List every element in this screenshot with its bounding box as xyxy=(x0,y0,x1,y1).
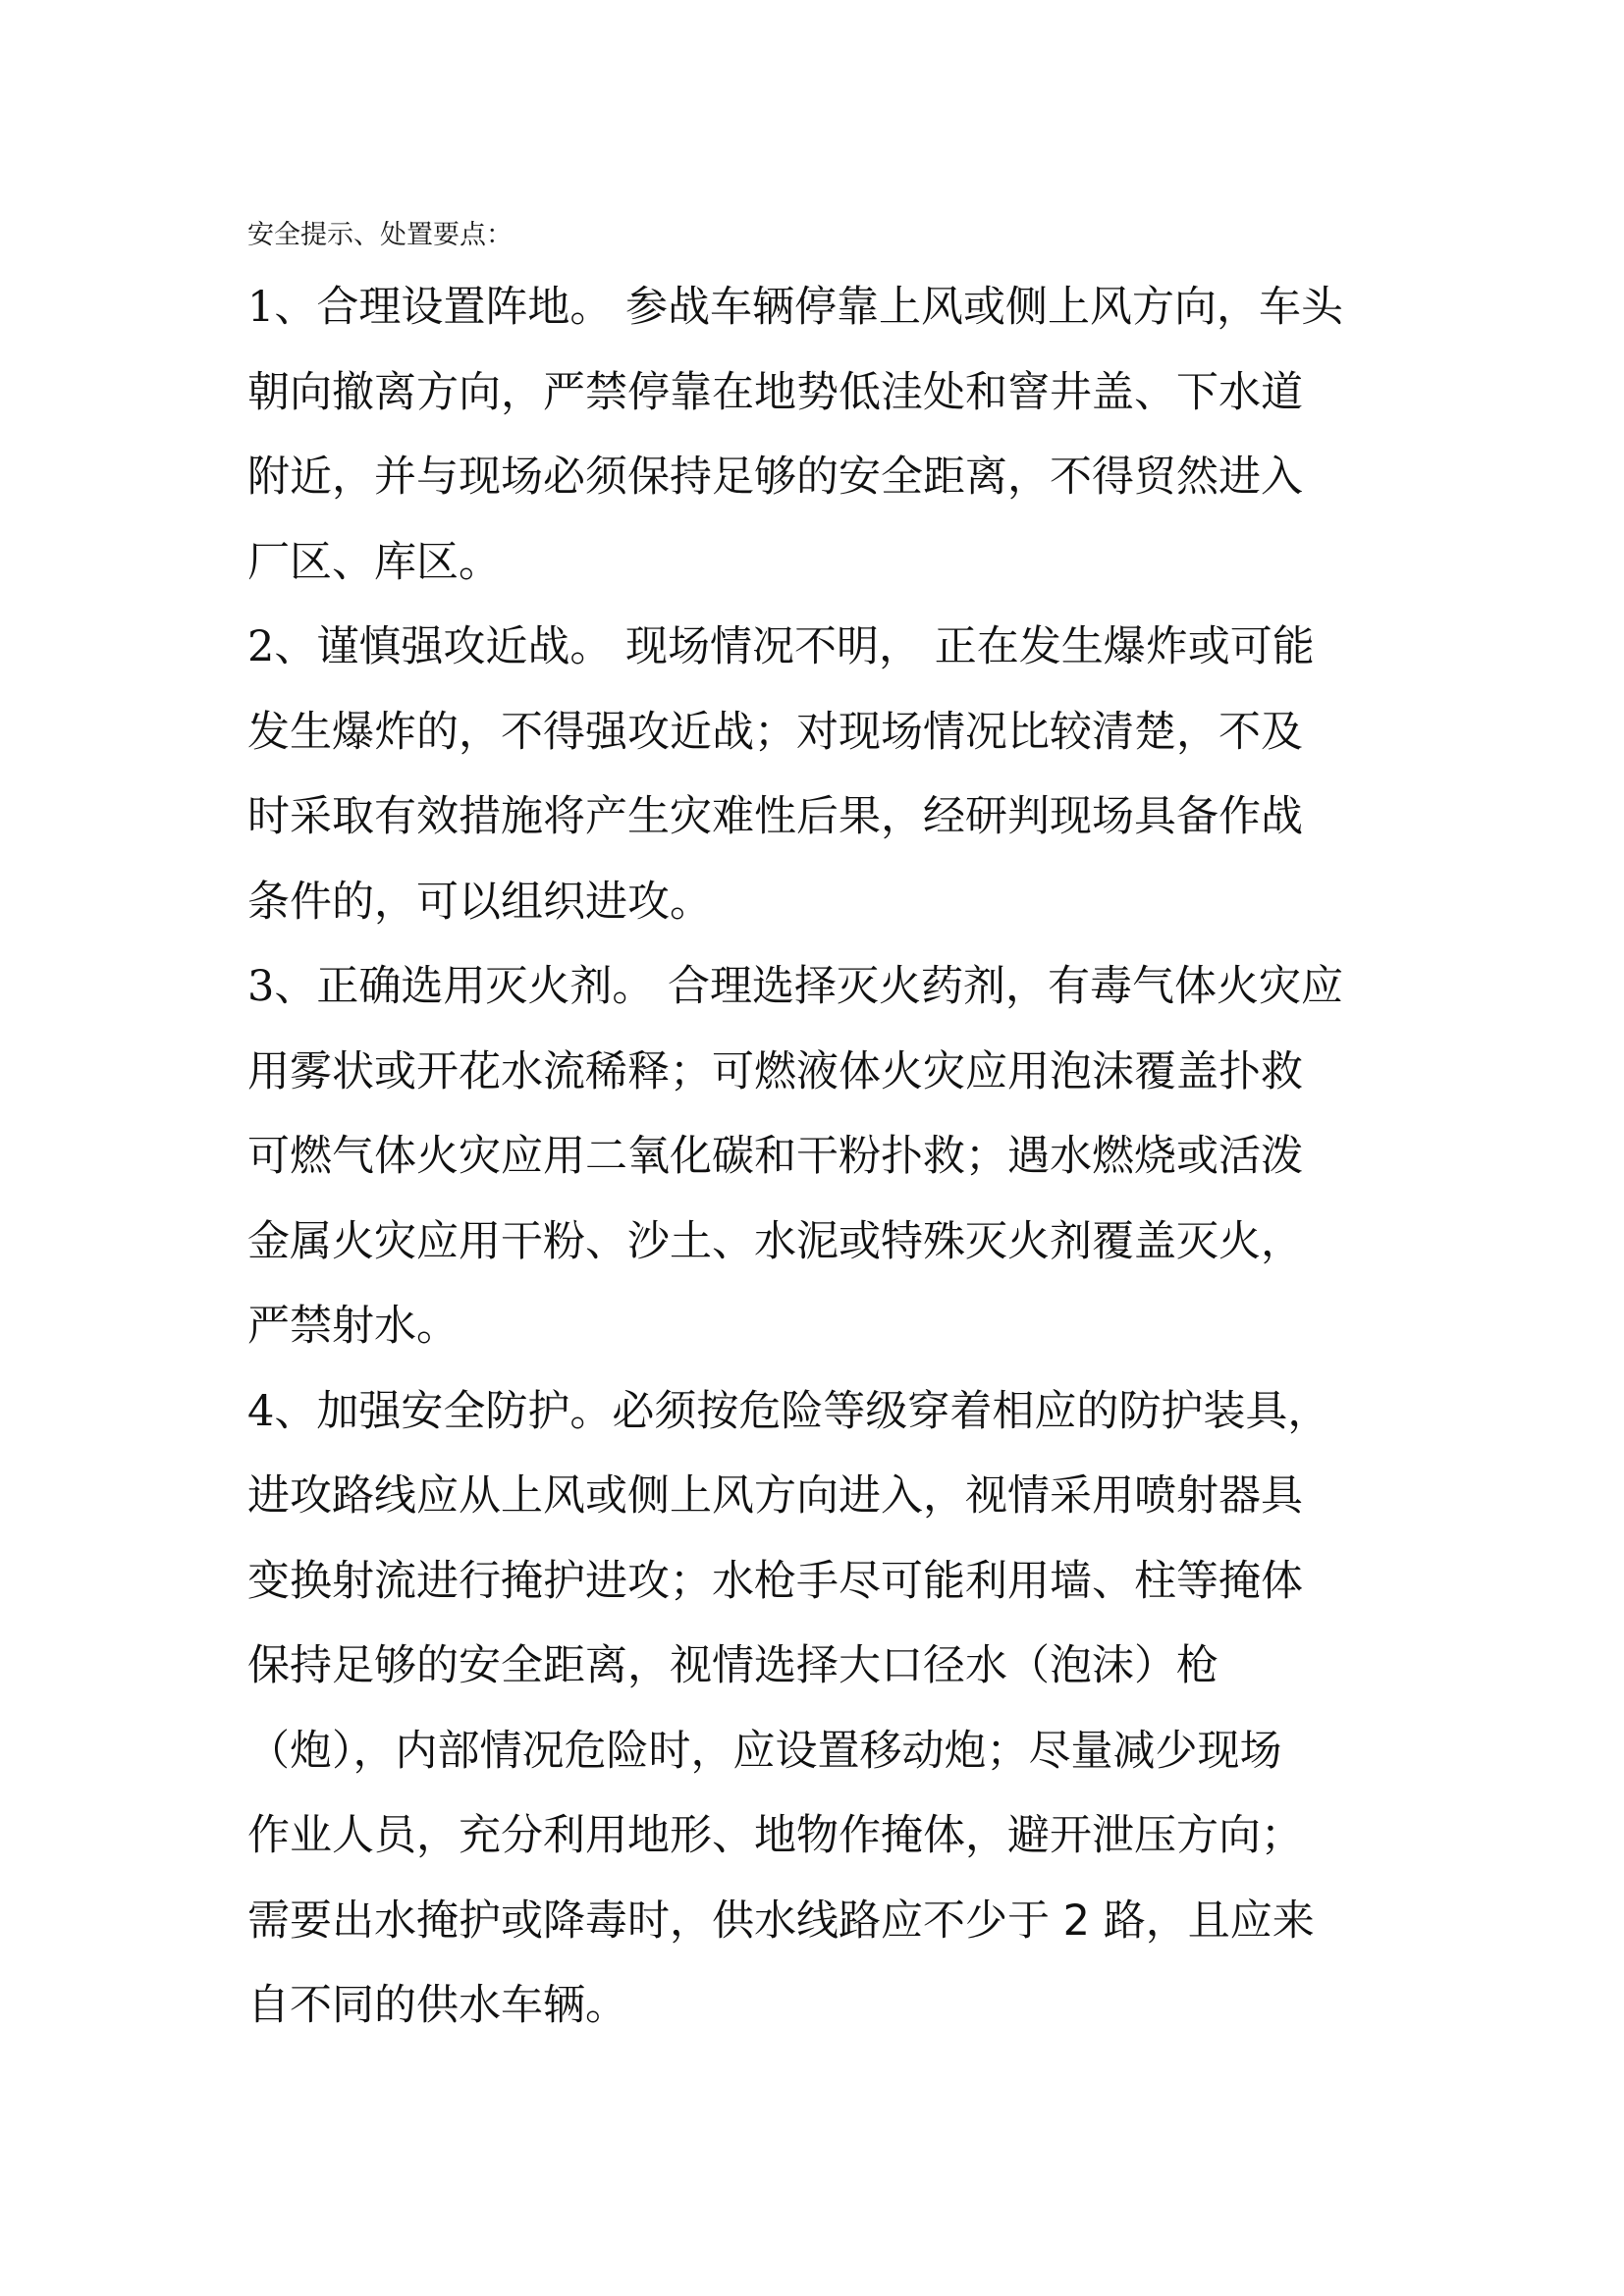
paragraph-2-line-2: 发生爆炸的，不得强攻近战；对现场情况比较清楚，不及 xyxy=(247,707,1303,757)
paragraph-1-line-4: 厂区、库区。 xyxy=(247,537,501,587)
paragraph-1-line-1-text: 、合理设置阵地。 参战车辆停靠上风或侧上风方向，车头 xyxy=(274,283,1344,332)
paragraph-2-line-1-text: 、谨慎强攻近战。 现场情况不明， 正在发生爆炸或可能 xyxy=(274,622,1315,671)
section-heading: 安全提示、处置要点： xyxy=(247,220,513,250)
paragraph-3-line-2: 用雾状或开花水流稀释；可燃液体火灾应用泡沫覆盖扑救 xyxy=(247,1046,1303,1096)
paragraph-3-line-1 xyxy=(247,944,1386,1030)
paragraph-2-line-3: 时采取有效措施将产生灾难性后果，经研判现场具备作战 xyxy=(247,792,1303,841)
paragraph-1-line-2: 朝向撤离方向，严禁停靠在地势低洼处和窨井盖、下水道 xyxy=(247,367,1303,417)
paragraph-2-line-4: 条件的，可以组织进攻。 xyxy=(247,877,712,927)
paragraph-3-line-1-text: 、正确选用灭火剂。 合理选择灭火药剂，有毒气体火灾应 xyxy=(274,962,1344,1011)
paragraph-1-number: 1 xyxy=(247,283,275,332)
paragraph-3-line-3: 可燃气体火灾应用二氧化碳和干粉扑救；遇水燃烧或活泼 xyxy=(247,1132,1303,1181)
paragraph-4-line-4: 保持足够的安全距离，视情选择大口径水（泡沫）枪 xyxy=(247,1641,1218,1690)
paragraph-4-line-2: 进攻路线应从上风或侧上风方向进入，视情采用喷射器具 xyxy=(247,1471,1303,1521)
paragraph-3-number: 3 xyxy=(247,962,275,1011)
paragraph-1-line-3: 附近，并与现场必须保持足够的安全距离，不得贸然进入 xyxy=(247,453,1303,502)
paragraph-4-line-1 xyxy=(247,1369,1386,1455)
paragraph-2-line-1 xyxy=(247,605,1386,690)
paragraph-4-line-1-text: 、加强安全防护。必须按危险等级穿着相应的防护装具， xyxy=(274,1386,1330,1436)
paragraph-4-line-7: 需要出水掩护或降毒时，供水线路应不少于 2 路，且应来 xyxy=(247,1896,1315,1946)
paragraph-1-line-1 xyxy=(247,265,1386,350)
document-body xyxy=(247,265,1386,2049)
paragraph-3-line-4: 金属火灾应用干粉、沙土、水泥或特殊灭火剂覆盖灭火， xyxy=(247,1216,1303,1266)
paragraph-4-line-8: 自不同的供水车辆。 xyxy=(247,1981,627,2030)
paragraph-4-number: 4 xyxy=(247,1386,275,1436)
paragraph-4-line-5: （炮），内部情况危险时，应设置移动炮；尽量减少现场 xyxy=(247,1726,1282,1776)
paragraph-3-line-5: 严禁射水。 xyxy=(247,1302,459,1351)
paragraph-4-line-6: 作业人员，充分利用地形、地物作掩体，避开泄压方向； xyxy=(247,1811,1303,1860)
paragraph-4-line-3: 变换射流进行掩护进攻；水枪手尽可能利用墙、柱等掩体 xyxy=(247,1556,1303,1606)
paragraph-2-number: 2 xyxy=(247,622,275,671)
